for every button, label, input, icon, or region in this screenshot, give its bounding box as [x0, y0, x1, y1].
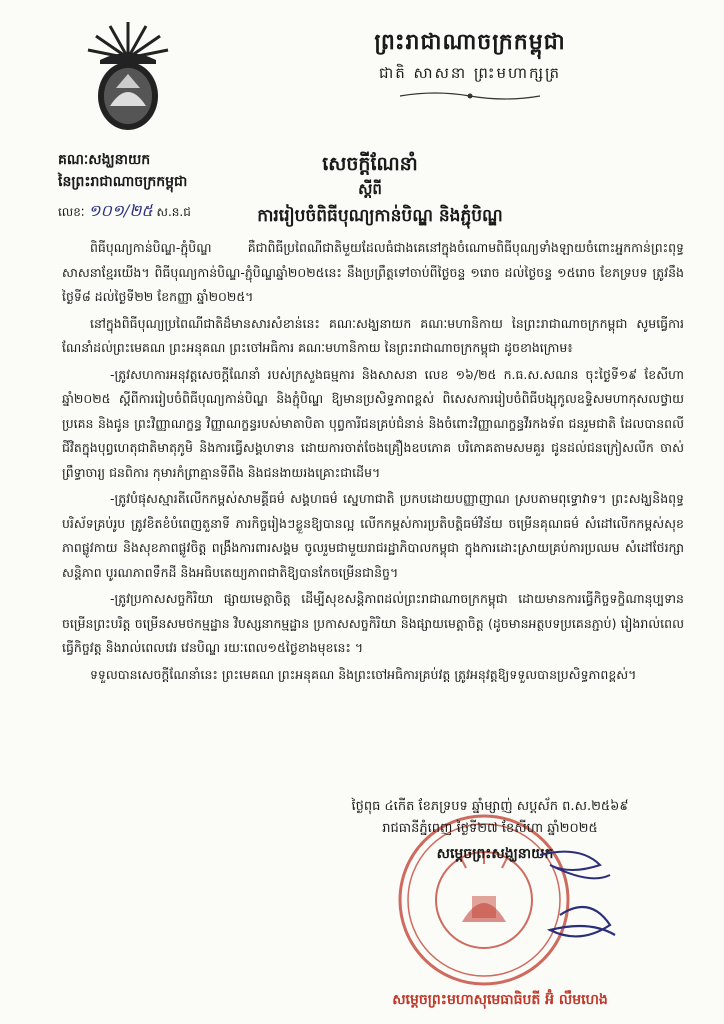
- body-bullet: -ត្រូវសហការអនុវត្តសេចក្តីណែនាំ របស់ក្រសួងធម្មការ និងសាសនា លេខ ១៦/២៥ ក.ធ.ស.សណន ចុះថ្ងៃទី១៩ ខែសីហា ឆ្នាំ២០២៥ ស្តីពីការរៀបចំពិធីបុណ្យកាន់បិណ្ឌ និងភ្ជុំបិណ្ឌ ឱ្យមានប្រសិទ្ធភាពខ្ពស់ ពិសេសការរៀបចំពិធីបង្សុកូលឧទ្ទិសមហាកុសលថ្វាយ ប្រគេន និងជូន ព្រះវិញ្ញាណក្ខន្ធ វិញ្ញាណក្ខន្ធរបស់មាតាបិតា បុព្វការីជនគ្រប់ជំនាន់ និងចំពោះវិញ្ញាណក្ខន្ធវីរកងទ័ព ជនរួមជាតិ ដែលបានពលីជីវិតក្នុងបុព្វហេតុជាតិមាតុភូមិ និងការធ្វើសង្គហទាន ដោយការចាត់ចែងគ្រឿងឧបភោគ បរិភោគតាមសមគួរ ជូនដល់ជនក្រៀសលីក ចាស់ព្រឹទ្ធាចារ្យ ជនពិការ កុមារកំព្រាគ្មានទីពឹង និងជនងាយរងគ្រោះជាដើម។: [62, 366, 684, 480]
- signer-title: សម្តេចព្រះសង្ឃនាយក: [436, 846, 554, 862]
- document-type: សេចក្តីណែនាំ: [322, 153, 418, 175]
- national-motto: ជាតិ សាសនា ព្រះមហាក្សត្រ: [378, 64, 562, 82]
- solar-date: រាជធានីភ្នំពេញ ថ្ងៃទី២៧ ខែសីហា ឆ្នាំ២០២៥: [382, 821, 598, 836]
- ref-suffix: ស.ន.ជ: [156, 205, 191, 219]
- closing-paragraph: ទទួលបានសេចក្តីណែនាំនេះ ព្រះមេគណ ព្រះអនុគណ និងព្រះចៅអធិការគ្រប់វត្ត ត្រូវអនុវត្តឱ្យទទួលបានប្រសិទ្ធភាពខ្ពស់។: [90, 666, 637, 682]
- signer-name: សម្តេចព្រះមហាសុមេធាធិបតី អ៊ំ លឹមហេង: [392, 992, 608, 1008]
- body-paragraph: នៅក្នុងពិធីបុណ្យប្រពៃណីជាតិដ៏មានសារសំខាន់នេះ គណៈសង្ឃនាយក គណៈមហានិកាយ នៃព្រះរាជាណាចក្រកម្ពុជា សូមធ្វើការណែនាំដល់ព្រះមេគណ ព្រះអនុគណ ព្រះចៅអធិការ គណៈមហានិកាយ នៃព្រះរាជាណាចក្រកម្ពុជា ដូចខាងក្រោម៖: [62, 315, 684, 355]
- ornament-divider: [395, 90, 545, 102]
- sender-org-line2: នៃព្រះរាជាណាចក្រកម្ពុជា: [58, 174, 188, 190]
- body-bullet: -ត្រូវប្រកាសសច្ចកិរិយា ផ្សាយមេត្តាចិត្ត ដើម្បីសុខសន្តិភាពដល់ព្រះរាជាណាចក្រកម្ពុជា ដោយមានការធ្វើកិច្ចទក្ខិណានុប្បទាន ចម្រើនព្រះបរិត្ត ចម្រើនសមថកម្មដ្ឋាន វិបស្សនាកម្មដ្ឋាន ប្រកាសសច្ចកិរិយា និងផ្សាយមេត្តាចិត្ត (ដូចមានអត្ថបទប្រគេនភ្ជាប់) រៀងរាល់ពេលធ្វើកិច្ចវត្ត និងរាល់ពេលវេរ វេនបិណ្ឌ រយៈពេល១៥ថ្ងៃខាងមុខនេះ ។: [62, 591, 684, 655]
- body-bullet: -ត្រូវបំផុសស្មារតីលើកកម្ពស់សាមគ្គីធម៌ សង្គហធម៌ ស្នេហាជាតិ ប្រកបដោយបញ្ញាញាណ ស្របតាមពុទ្ធោវាទ។ ព្រះសង្ឃនិងពុទ្ធបរិស័ទគ្រប់រូប ត្រូវខិតខំបំពេញតួនាទី ភារកិច្ចរៀងៗខ្លួនឱ្យបានល្អ លើកកម្ពស់ការប្រតិបត្តិធម៌វិន័យ ចម្រើនគុណធម៌ សំដៅលើកកម្ពស់សុខភាពផ្លូវកាយ និងសុខភាពផ្លូវចិត្ត ពង្រឹងការពារសង្គម ចូលរួមជាមួយរាជរដ្ឋាភិបាលកម្ពុជា ក្នុងការដោះស្រាយគ្រប់ការប្រឈម សំដៅថែរក្សាសន្តិភាព បូរណភាពទឹកដី និងអធិបតេយ្យភាពជាតិឱ្យបានកែចម្រើនជានិច្ច។: [62, 491, 684, 580]
- sender-org-line1: គណៈសង្ឃនាយក: [58, 152, 151, 168]
- handwritten-signature: [520, 835, 630, 955]
- document-subject: ការរៀបចំពិធីបុណ្យកាន់បិណ្ឌ និងភ្ជុំបិណ្ឌ: [257, 206, 503, 226]
- sangha-emblem-logo: [80, 18, 176, 136]
- lunar-date: ថ្ងៃពុធ ៤កើត ខែភទ្របទ ឆ្នាំម្សាញ់ សប្តស័ក ព.ស.២៥៦៩: [351, 799, 629, 814]
- ref-label: លេខៈ: [58, 205, 85, 219]
- document-body: [62, 236, 684, 689]
- ref-number: ១០១/២៥: [88, 201, 153, 220]
- body-paragraph: ពិធីបុណ្យកាន់បិណ្ឌ-ភ្ជុំបិណ្ឌ គឺជាពិធីប្រពៃណីជាតិមួយដែលធំជាងគេនៅក្នុងចំណោមពិធីបុណ្យទាំងឡាយចំពោះអ្នកកាន់ព្រះពុទ្ធសាសនាខ្មែរយើង។ ពិធីបុណ្យកាន់បិណ្ឌ-ភ្ជុំបិណ្ឌឆ្នាំ២០២៥នេះ នឹងប្រព្រឹត្តទៅចាប់ពីថ្ងៃចន្ទ ១រោច ដល់ថ្ងៃចន្ទ ១៥រោច ខែភទ្របទ ត្រូវនឹងថ្ងៃទី៨ ដល់ថ្ងៃទី២២ ខែកញ្ញា ឆ្នាំ២០២៥។: [62, 240, 684, 304]
- document-about: ស្តីពី: [358, 180, 382, 198]
- date-block: [300, 796, 680, 840]
- kingdom-heading: ព្រះរាជាណាចក្រកម្ពុជា: [374, 29, 566, 55]
